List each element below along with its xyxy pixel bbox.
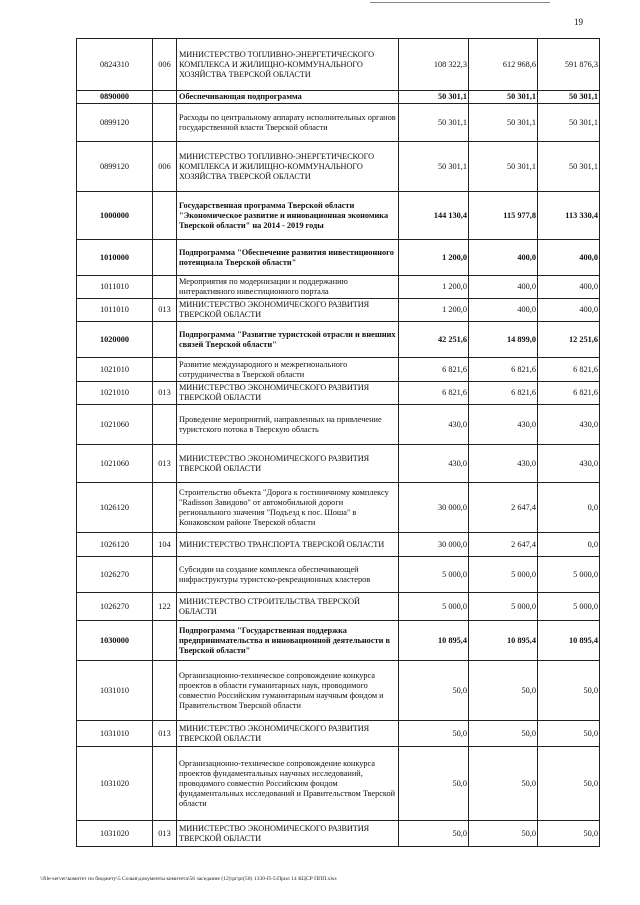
department-code-cell	[153, 276, 177, 299]
amount-year-2-cell: 2 647,4	[469, 533, 538, 557]
classification-code-cell: 1026270	[77, 557, 153, 593]
amount-year-2-cell: 50,0	[469, 821, 538, 847]
classification-code-cell: 1026120	[77, 483, 153, 533]
table-row	[77, 104, 600, 142]
amount-year-2-cell: 5 000,0	[469, 593, 538, 621]
amount-year-3-cell: 50,0	[538, 821, 600, 847]
table-row	[77, 299, 600, 322]
amount-year-3-cell: 430,0	[538, 405, 600, 445]
department-code-cell	[153, 621, 177, 661]
table-row	[77, 661, 600, 721]
amount-year-2-cell: 50 301,1	[469, 91, 538, 104]
classification-code-cell: 1026270	[77, 593, 153, 621]
item-name-cell: МИНИСТЕРСТВО ЭКОНОМИЧЕСКОГО РАЗВИТИЯ ТВЕРСКОЙ ОБЛАСТИ	[177, 299, 399, 322]
amount-year-2-cell: 612 968,6	[469, 39, 538, 91]
amount-year-1-cell: 1 200,0	[399, 276, 469, 299]
item-name-cell: МИНИСТЕРСТВО ТРАНСПОРТА ТВЕРСКОЙ ОБЛАСТИ	[177, 533, 399, 557]
classification-code-cell: 1026120	[77, 533, 153, 557]
table-row	[77, 192, 600, 240]
item-name-cell: МИНИСТЕРСТВО ТОПЛИВНО-ЭНЕРГЕТИЧЕСКОГО КОМПЛЕКСА И ЖИЛИЩНО-КОММУНАЛЬНОГО ХОЗЯЙСТВА ТВЕРСКОЙ ОБЛАСТИ	[177, 142, 399, 192]
amount-year-1-cell: 50 301,1	[399, 91, 469, 104]
department-code-cell	[153, 91, 177, 104]
table-row	[77, 382, 600, 405]
amount-year-1-cell: 1 200,0	[399, 240, 469, 276]
classification-code-cell: 1011010	[77, 276, 153, 299]
item-name-cell: Организационно-техническое сопровождение конкурса проектов фундаментальных научных исследований, проводимого совместно Российским фондом фундаментальных исследований и Правительством Тверской области	[177, 747, 399, 821]
department-code-cell: 104	[153, 533, 177, 557]
amount-year-2-cell: 2 647,4	[469, 483, 538, 533]
department-code-cell	[153, 483, 177, 533]
amount-year-1-cell: 50,0	[399, 721, 469, 747]
top-rule	[370, 2, 550, 3]
department-code-cell	[153, 405, 177, 445]
department-code-cell: 013	[153, 445, 177, 483]
item-name-cell: Подпрограмма "Обеспечение развития инвестиционного потенциала Тверской области"	[177, 240, 399, 276]
item-name-cell: МИНИСТЕРСТВО СТРОИТЕЛЬСТВА ТВЕРСКОЙ ОБЛАСТИ	[177, 593, 399, 621]
amount-year-1-cell: 430,0	[399, 445, 469, 483]
amount-year-3-cell: 0,0	[538, 483, 600, 533]
amount-year-3-cell: 5 000,0	[538, 557, 600, 593]
amount-year-3-cell: 113 330,4	[538, 192, 600, 240]
item-name-cell: МИНИСТЕРСТВО ЭКОНОМИЧЕСКОГО РАЗВИТИЯ ТВЕРСКОЙ ОБЛАСТИ	[177, 445, 399, 483]
table-row	[77, 593, 600, 621]
amount-year-1-cell: 6 821,6	[399, 358, 469, 382]
amount-year-1-cell: 30 000,0	[399, 533, 469, 557]
amount-year-3-cell: 50 301,1	[538, 104, 600, 142]
department-code-cell	[153, 192, 177, 240]
amount-year-3-cell: 50,0	[538, 721, 600, 747]
classification-code-cell: 1031020	[77, 747, 153, 821]
amount-year-3-cell: 50 301,1	[538, 91, 600, 104]
amount-year-1-cell: 6 821,6	[399, 382, 469, 405]
amount-year-1-cell: 50 301,1	[399, 104, 469, 142]
amount-year-2-cell: 6 821,6	[469, 382, 538, 405]
page-number: 19	[574, 17, 583, 27]
department-code-cell: 006	[153, 142, 177, 192]
classification-code-cell: 1031020	[77, 821, 153, 847]
table-row	[77, 276, 600, 299]
table-body	[77, 39, 600, 847]
amount-year-1-cell: 50,0	[399, 661, 469, 721]
classification-code-cell: 1030000	[77, 621, 153, 661]
item-name-cell: Организационно-техническое сопровождение конкурса проектов в области гуманитарных наук, проводимого совместно Российским гуманитарным научным фондом и Правительством Тверской области	[177, 661, 399, 721]
budget-table	[76, 38, 600, 847]
department-code-cell: 006	[153, 39, 177, 91]
department-code-cell: 013	[153, 382, 177, 405]
amount-year-3-cell: 400,0	[538, 299, 600, 322]
table-row	[77, 91, 600, 104]
amount-year-1-cell: 30 000,0	[399, 483, 469, 533]
table-row	[77, 445, 600, 483]
footer-file-path: \\file-server\комитет по бюджету\5 Созыв\документы комитета\56 заседание (12)\pr\pr(50) 1330-П-5\Прил 14 КЦСР ППП.xlsx	[40, 876, 337, 882]
amount-year-2-cell: 430,0	[469, 445, 538, 483]
amount-year-2-cell: 50 301,1	[469, 142, 538, 192]
department-code-cell	[153, 557, 177, 593]
department-code-cell	[153, 104, 177, 142]
table-row	[77, 557, 600, 593]
amount-year-1-cell: 144 130,4	[399, 192, 469, 240]
amount-year-2-cell: 50,0	[469, 747, 538, 821]
amount-year-2-cell: 50,0	[469, 661, 538, 721]
classification-code-cell: 1031010	[77, 661, 153, 721]
amount-year-2-cell: 5 000,0	[469, 557, 538, 593]
department-code-cell	[153, 322, 177, 358]
department-code-cell	[153, 747, 177, 821]
amount-year-1-cell: 5 000,0	[399, 593, 469, 621]
item-name-cell: МИНИСТЕРСТВО ЭКОНОМИЧЕСКОГО РАЗВИТИЯ ТВЕРСКОЙ ОБЛАСТИ	[177, 721, 399, 747]
department-code-cell: 013	[153, 299, 177, 322]
amount-year-3-cell: 50,0	[538, 661, 600, 721]
classification-code-cell: 1031010	[77, 721, 153, 747]
table-row	[77, 358, 600, 382]
table-row	[77, 142, 600, 192]
classification-code-cell: 0899120	[77, 104, 153, 142]
item-name-cell: Развитие международного и межрегионального сотрудничества в Тверской области	[177, 358, 399, 382]
item-name-cell: МИНИСТЕРСТВО ЭКОНОМИЧЕСКОГО РАЗВИТИЯ ТВЕРСКОЙ ОБЛАСТИ	[177, 821, 399, 847]
amount-year-3-cell: 0,0	[538, 533, 600, 557]
amount-year-1-cell: 10 895,4	[399, 621, 469, 661]
item-name-cell: Подпрограмма "Развитие туристской отрасли и внешних связей Тверской области"	[177, 322, 399, 358]
item-name-cell: Государственная программа Тверской области "Экономическое развитие и инновационная экономика Тверской области" на 2014 - 2019 годы	[177, 192, 399, 240]
amount-year-3-cell: 591 876,3	[538, 39, 600, 91]
table-row	[77, 533, 600, 557]
item-name-cell: Проведение мероприятий, направленных на привлечение туристского потока в Тверскую область	[177, 405, 399, 445]
classification-code-cell: 1020000	[77, 322, 153, 358]
amount-year-2-cell: 400,0	[469, 299, 538, 322]
classification-code-cell: 1010000	[77, 240, 153, 276]
amount-year-1-cell: 50 301,1	[399, 142, 469, 192]
amount-year-3-cell: 400,0	[538, 276, 600, 299]
amount-year-1-cell: 1 200,0	[399, 299, 469, 322]
table-row	[77, 322, 600, 358]
amount-year-3-cell: 6 821,6	[538, 358, 600, 382]
item-name-cell: МИНИСТЕРСТВО ТОПЛИВНО-ЭНЕРГЕТИЧЕСКОГО КОМПЛЕКСА И ЖИЛИЩНО-КОММУНАЛЬНОГО ХОЗЯЙСТВА ТВЕРСКОЙ ОБЛАСТИ	[177, 39, 399, 91]
classification-code-cell: 1000000	[77, 192, 153, 240]
department-code-cell: 013	[153, 721, 177, 747]
item-name-cell: Обеспечивающая подпрограмма	[177, 91, 399, 104]
table-row	[77, 39, 600, 91]
item-name-cell: Подпрограмма "Государственная поддержка предпринимательства и инновационной деятельности в Тверской области"	[177, 621, 399, 661]
amount-year-1-cell: 430,0	[399, 405, 469, 445]
amount-year-3-cell: 430,0	[538, 445, 600, 483]
amount-year-3-cell: 12 251,6	[538, 322, 600, 358]
amount-year-2-cell: 6 821,6	[469, 358, 538, 382]
amount-year-2-cell: 115 977,8	[469, 192, 538, 240]
classification-code-cell: 1011010	[77, 299, 153, 322]
amount-year-1-cell: 5 000,0	[399, 557, 469, 593]
amount-year-2-cell: 400,0	[469, 276, 538, 299]
classification-code-cell: 1021060	[77, 405, 153, 445]
amount-year-2-cell: 10 895,4	[469, 621, 538, 661]
amount-year-1-cell: 50,0	[399, 821, 469, 847]
amount-year-2-cell: 50,0	[469, 721, 538, 747]
table-row	[77, 747, 600, 821]
item-name-cell: Строительство объекта "Дорога к гостиничному комплексу "Radisson Завидово" от автомобильной дороги регионального значения "Подъезд к пос. Шоша" в Конаковском районе Тверской области	[177, 483, 399, 533]
table-row	[77, 240, 600, 276]
item-name-cell: МИНИСТЕРСТВО ЭКОНОМИЧЕСКОГО РАЗВИТИЯ ТВЕРСКОЙ ОБЛАСТИ	[177, 382, 399, 405]
table-row	[77, 621, 600, 661]
classification-code-cell: 0899120	[77, 142, 153, 192]
amount-year-2-cell: 430,0	[469, 405, 538, 445]
table-row	[77, 483, 600, 533]
table-row	[77, 405, 600, 445]
table-row	[77, 821, 600, 847]
amount-year-1-cell: 50,0	[399, 747, 469, 821]
amount-year-3-cell: 50 301,1	[538, 142, 600, 192]
department-code-cell: 122	[153, 593, 177, 621]
department-code-cell	[153, 661, 177, 721]
amount-year-3-cell: 6 821,6	[538, 382, 600, 405]
item-name-cell: Расходы по центральному аппарату исполнительных органов государственной власти Тверской области	[177, 104, 399, 142]
amount-year-3-cell: 400,0	[538, 240, 600, 276]
amount-year-2-cell: 14 899,0	[469, 322, 538, 358]
classification-code-cell: 1021010	[77, 382, 153, 405]
amount-year-3-cell: 50,0	[538, 747, 600, 821]
amount-year-3-cell: 5 000,0	[538, 593, 600, 621]
amount-year-2-cell: 400,0	[469, 240, 538, 276]
classification-code-cell: 1021010	[77, 358, 153, 382]
classification-code-cell: 1021060	[77, 445, 153, 483]
department-code-cell	[153, 240, 177, 276]
table-row	[77, 721, 600, 747]
amount-year-3-cell: 10 895,4	[538, 621, 600, 661]
department-code-cell: 013	[153, 821, 177, 847]
amount-year-1-cell: 108 322,3	[399, 39, 469, 91]
classification-code-cell: 0890000	[77, 91, 153, 104]
amount-year-1-cell: 42 251,6	[399, 322, 469, 358]
classification-code-cell: 0824310	[77, 39, 153, 91]
amount-year-2-cell: 50 301,1	[469, 104, 538, 142]
department-code-cell	[153, 358, 177, 382]
item-name-cell: Мероприятия по модернизации и поддержанию интерактивного инвестиционного портала	[177, 276, 399, 299]
item-name-cell: Субсидии на создание комплекса обеспечивающей инфраструктуры туристско-рекреационных кластеров	[177, 557, 399, 593]
